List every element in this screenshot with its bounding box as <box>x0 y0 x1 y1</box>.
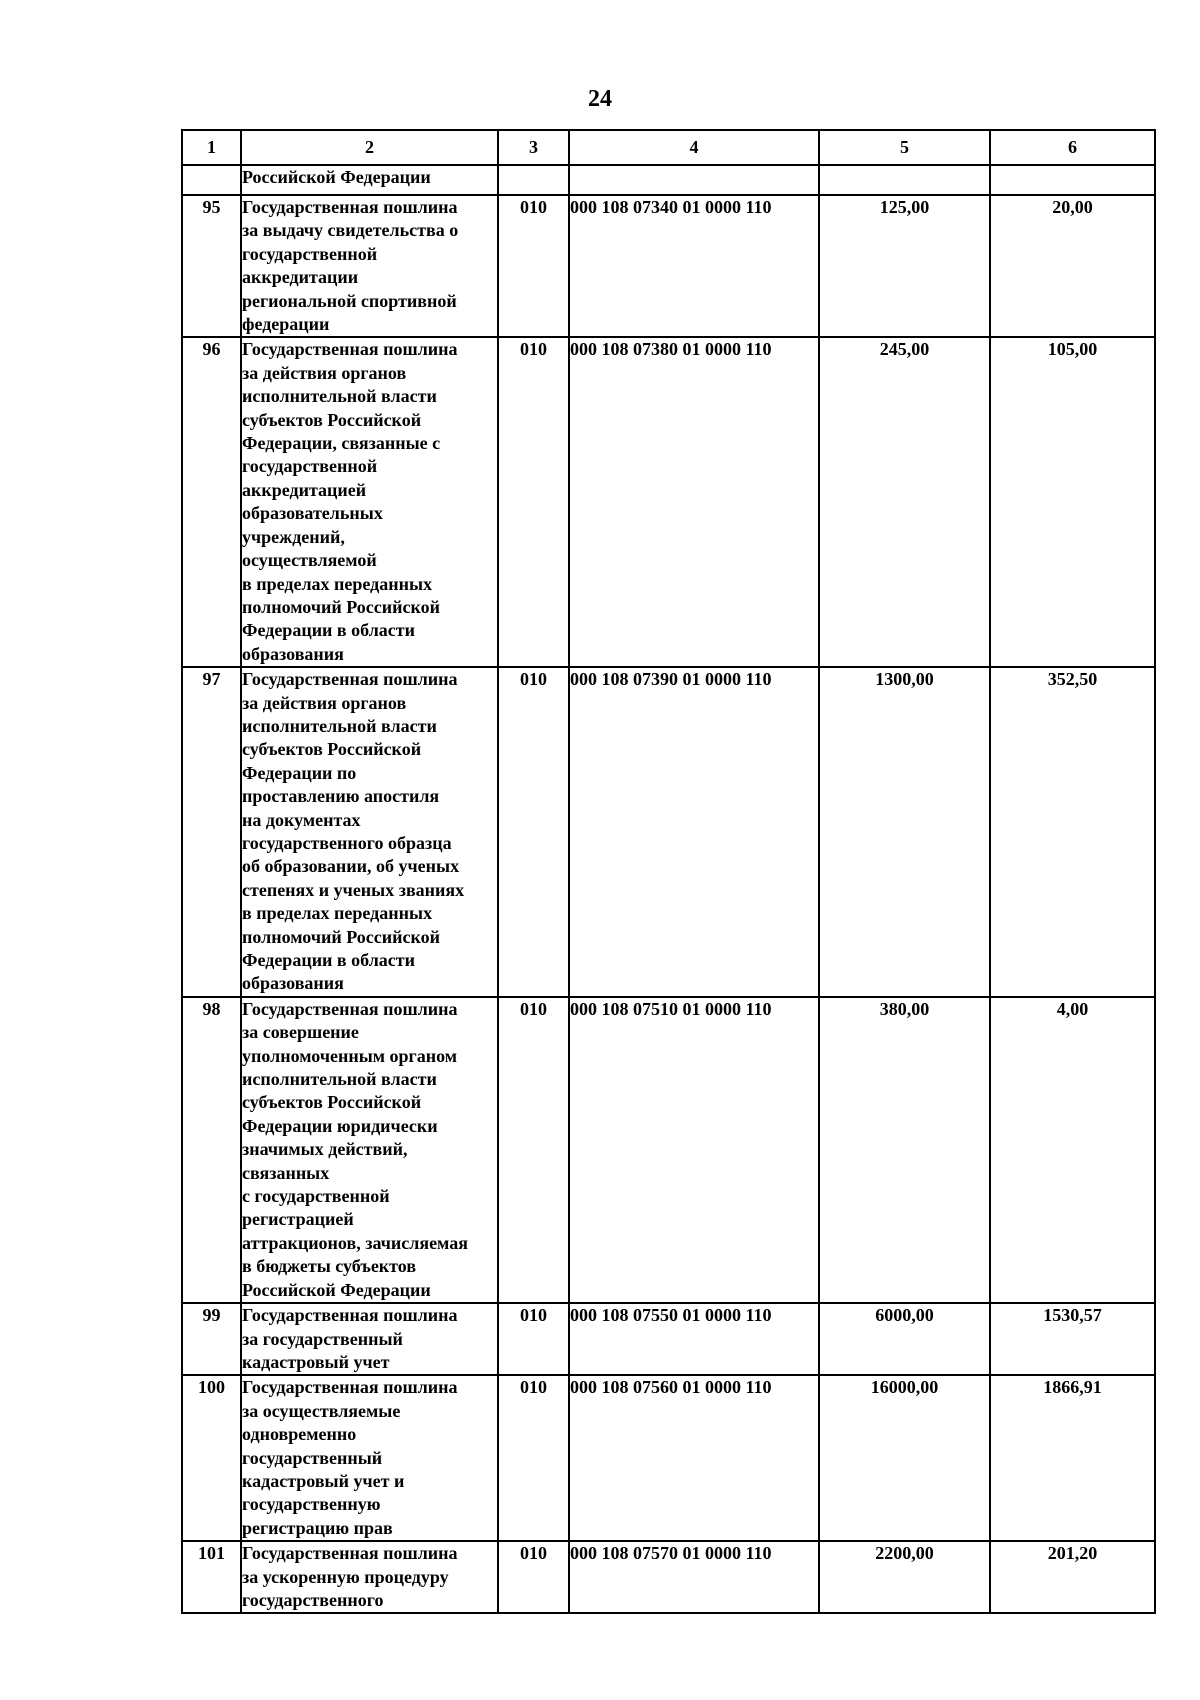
row-number-cell: 100 <box>182 1375 241 1541</box>
payment-name-line: кадастровый учет и <box>242 1470 405 1491</box>
payment-name-line: Российской Федерации <box>242 1279 431 1300</box>
table-row <box>182 337 1155 667</box>
column-header: 4 <box>569 130 819 165</box>
payment-name-cell <box>241 997 498 1303</box>
payment-name-line: проставлению апостиля <box>242 786 440 807</box>
payment-name-cell <box>241 1303 498 1375</box>
payment-name-line: кадастровый учет <box>242 1351 390 1372</box>
table-row <box>182 1375 1155 1541</box>
payment-name-cell <box>241 1375 498 1541</box>
payment-name-line: субъектов Российской <box>242 409 422 430</box>
payment-name-line: Государственная пошлина <box>242 1305 458 1326</box>
budget-code-cell: 000 108 07550 01 0000 110 <box>569 1303 819 1375</box>
row-number-cell: 101 <box>182 1541 241 1613</box>
row-number-cell: 99 <box>182 1303 241 1375</box>
payment-name-line: Федерации по <box>242 762 357 783</box>
payment-name-cell <box>241 337 498 667</box>
payment-name-line: осуществляемой <box>242 550 377 571</box>
payment-name-line: Федерации в области <box>242 950 416 970</box>
payment-name-line: уполномоченным органом <box>242 1045 457 1066</box>
admin-code-cell: 010 <box>498 195 569 337</box>
payment-name-line: образовательных <box>242 503 383 524</box>
table-row <box>182 667 1155 997</box>
payment-name-line: государственный <box>242 1447 383 1468</box>
table-row <box>182 195 1155 337</box>
column-header: 2 <box>241 130 498 165</box>
admin-code-cell: 010 <box>498 997 569 1303</box>
budget-code-cell: 000 108 07510 01 0000 110 <box>569 997 819 1303</box>
column-header: 5 <box>819 130 990 165</box>
admin-code-cell: 010 <box>498 1375 569 1541</box>
table-header <box>182 130 1155 165</box>
revenue-table <box>181 129 1156 1614</box>
plan-amount-cell: 1300,00 <box>819 667 990 997</box>
row-number-cell: 96 <box>182 337 241 667</box>
payment-name-line: государственного <box>242 1589 384 1610</box>
payment-name-line: образования <box>242 643 344 664</box>
payment-name-line: на документах <box>242 809 361 830</box>
column-header: 6 <box>990 130 1155 165</box>
payment-name-cell <box>241 195 498 337</box>
table-row <box>182 997 1155 1303</box>
payment-name-line: государственного образца <box>242 832 452 853</box>
payment-name-line: за осуществляемые <box>242 1400 401 1421</box>
payment-name-line: Государственная пошлина <box>242 197 458 217</box>
payment-name-line: одновременно <box>242 1424 357 1445</box>
actual-amount-cell: 105,00 <box>990 337 1155 667</box>
payment-name-line: за действия органов <box>242 692 407 713</box>
row-number-cell: 98 <box>182 997 241 1303</box>
payment-name-line: Федерации в области <box>242 620 416 641</box>
payment-name-line: за ускоренную процедуру <box>242 1566 449 1587</box>
budget-code-cell: 000 108 07560 01 0000 110 <box>569 1375 819 1541</box>
budget-code-cell: 000 108 07340 01 0000 110 <box>569 195 819 337</box>
table-body <box>182 165 1155 1613</box>
payment-name-line: в бюджеты субъектов <box>242 1256 417 1277</box>
actual-amount-cell: 352,50 <box>990 667 1155 997</box>
payment-name-line: за действия органов <box>242 362 407 383</box>
payment-name-line: аттракционов, зачисляемая <box>242 1232 468 1253</box>
payment-name-line: Государственная пошлина <box>242 1543 458 1564</box>
admin-code-cell: 010 <box>498 667 569 997</box>
plan-amount-cell: 6000,00 <box>819 1303 990 1375</box>
actual-amount-cell: 20,00 <box>990 195 1155 337</box>
budget-code-cell: 000 108 07570 01 0000 110 <box>569 1541 819 1613</box>
payment-name-line: Федерации, связанные с <box>242 433 441 454</box>
payment-name-line: в пределах переданных <box>242 903 433 924</box>
payment-name-line: за совершение <box>242 1022 359 1043</box>
payment-name-line: регистрацией <box>242 1209 354 1230</box>
plan-amount-cell: 125,00 <box>819 195 990 337</box>
admin-code-cell: 010 <box>498 337 569 667</box>
payment-name-line: аккредитацией <box>242 479 367 500</box>
payment-name-cell <box>241 667 498 997</box>
plan-amount-cell: 2200,00 <box>819 1541 990 1613</box>
payment-name-line: субъектов Российской <box>242 739 422 760</box>
payment-name-line: степенях и ученых званиях <box>242 879 465 900</box>
admin-code-cell: 010 <box>498 1303 569 1375</box>
budget-code-cell: 000 108 07390 01 0000 110 <box>569 667 819 997</box>
payment-name-line: Федерации юридически <box>242 1115 438 1136</box>
row-number-cell: 95 <box>182 195 241 337</box>
payment-name-line: федерации <box>242 314 330 335</box>
actual-amount-cell: 1866,91 <box>990 1375 1155 1541</box>
payment-name-line: полномочий Российской <box>242 596 440 617</box>
payment-name-line: государственную <box>242 1494 381 1515</box>
payment-name-line: исполнительной власти <box>242 386 437 407</box>
actual-amount-cell: 201,20 <box>990 1541 1155 1613</box>
table-row <box>182 1541 1155 1613</box>
table-row <box>182 1303 1155 1375</box>
row-number-cell: 97 <box>182 667 241 997</box>
page-number: 24 <box>588 86 612 112</box>
payment-name-line: Государственная пошлина <box>242 669 458 690</box>
payment-name-line: значимых действий, <box>242 1139 408 1160</box>
actual-amount-cell: 1530,57 <box>990 1303 1155 1375</box>
payment-name-line: исполнительной власти <box>242 715 437 736</box>
column-header: 1 <box>182 130 241 165</box>
plan-amount-cell: 16000,00 <box>819 1375 990 1541</box>
continuation-row <box>182 165 1155 195</box>
actual-amount-cell: 4,00 <box>990 997 1155 1303</box>
payment-name-line: об образовании, об ученых <box>242 856 460 877</box>
plan-amount-cell: 245,00 <box>819 337 990 667</box>
payment-name-line: учреждений, <box>242 526 345 547</box>
budget-code-cell: 000 108 07380 01 0000 110 <box>569 337 819 667</box>
payment-name-line: Государственная пошлина <box>242 998 458 1019</box>
payment-name-cell <box>241 1541 498 1613</box>
payment-name-line: субъектов Российской <box>242 1092 422 1113</box>
payment-name-line: связанных <box>242 1162 330 1183</box>
continuation-cell: Российской Федерации <box>241 165 498 195</box>
admin-code-cell: 010 <box>498 1541 569 1613</box>
payment-name-line: полномочий Российской <box>242 926 440 947</box>
column-header: 3 <box>498 130 569 165</box>
payment-name-line: в пределах переданных <box>242 573 433 594</box>
payment-name-line: региональной спортивной <box>242 290 457 311</box>
payment-name-line: Государственная пошлина <box>242 1377 458 1398</box>
payment-name-line: за выдачу свидетельства о <box>242 220 459 241</box>
payment-name-line: государственной <box>242 243 378 264</box>
payment-name-line: Государственная пошлина <box>242 339 458 360</box>
plan-amount-cell: 380,00 <box>819 997 990 1303</box>
payment-name-line: исполнительной власти <box>242 1069 437 1090</box>
payment-name-line: государственной <box>242 456 378 477</box>
payment-name-line: регистрацию прав <box>242 1517 393 1538</box>
payment-name-line: с государственной <box>242 1186 390 1207</box>
payment-name-line: за государственный <box>242 1328 403 1349</box>
payment-name-line: аккредитации <box>242 267 359 288</box>
payment-name-line: образования <box>242 973 344 994</box>
